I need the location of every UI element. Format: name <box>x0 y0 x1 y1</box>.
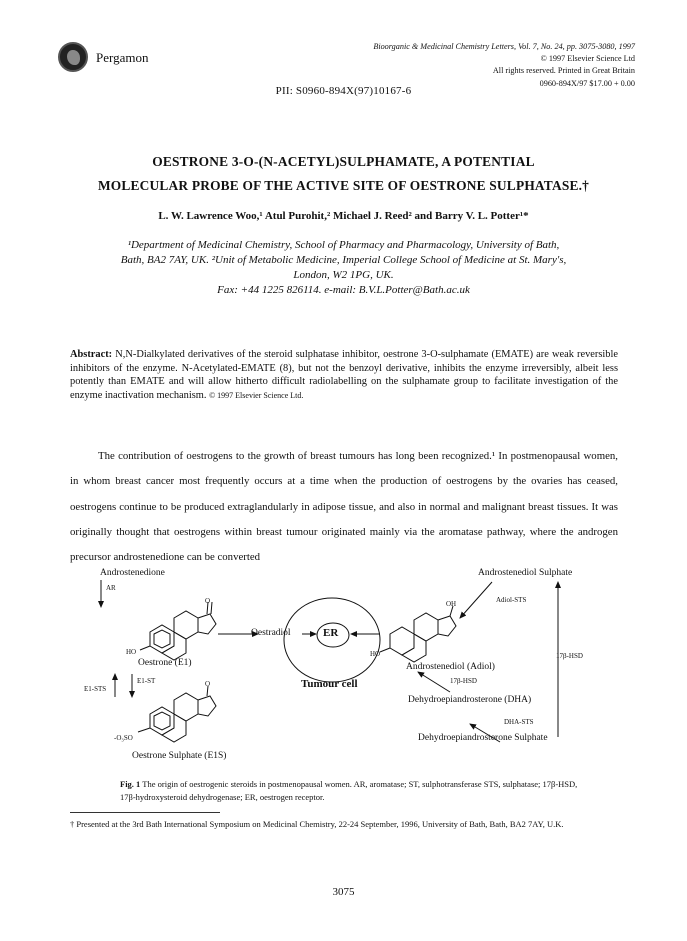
footnote-divider <box>70 812 220 813</box>
copyright-line: © 1997 Elsevier Science Ltd <box>540 54 635 64</box>
oestrone-structure-icon <box>140 602 216 660</box>
adiol-sts-label: Adiol-STS <box>496 596 527 604</box>
oestradiol-label: Oestradiol <box>251 628 291 638</box>
journal-citation: Bioorganic & Medicinal Chemistry Letters, Vol. 7, No. 24, pp. 3075-3080, 1997 <box>373 42 635 51</box>
o3so-label: -O₃SO <box>114 734 133 742</box>
figure-1-scheme <box>70 562 618 772</box>
footnote: † Presented at the 3rd Bath International Symposium on Medicinal Chemistry, 22-24 September, 1996, University of Bath, Bath, BA2 7AY, U.K. <box>70 819 564 829</box>
ho-label-2: HO <box>370 650 381 658</box>
dha-sts-label: DHA-STS <box>504 718 534 726</box>
oxo-label-2: O <box>205 680 211 688</box>
rights-line: All rights reserved. Printed in Great Britain <box>492 66 635 76</box>
page-number: 3075 <box>332 886 355 898</box>
body-paragraph: The contribution of oestrogens to the growth of breast tumours has long been recognized.¹ In postmenopausal women, in whom breast cancer most frequently occurs at a time when the production of oestrogens by the ovaries has ceased, oestrogens continue to be produced extraglandularly in adipose tissue, and also in normal and malignant breast tissues. It was originally thought that oestrogens within breast tumour originated mainly via the aromatase pathway, where the androgen precursor androstenedione can be converted <box>70 450 618 564</box>
contact-line: Fax: +44 1225 826114. e-mail: B.V.L.Potter@Bath.ac.uk <box>217 284 470 296</box>
author-list: L. W. Lawrence Woo,¹ Atul Purohit,² Michael J. Reed² and Barry V. L. Potter¹* <box>158 210 529 222</box>
adiol-label: Androstenediol (Adiol) <box>406 662 495 672</box>
tumour-cell-outline <box>284 598 380 682</box>
affiliation-line-2: Bath, BA2 7AY, UK. ²Unit of Metabolic Medicine, Imperial College School of Medicine at St. Mary's, <box>120 254 567 266</box>
androstenedione-label: Androstenedione <box>100 568 165 578</box>
oestrone-label: Oestrone (E1) <box>138 658 192 668</box>
er-label: ER <box>323 627 339 639</box>
dha-label: Dehydroepiandrosterone (DHA) <box>408 695 532 705</box>
body-text <box>70 444 618 570</box>
affiliation-line-1: ¹Department of Medicinal Chemistry, School of Pharmacy and Pharmacology, University of Bath, <box>127 239 560 251</box>
caption-text: The origin of oestrogenic steroids in postmenopausal women. AR, aromatase; ST, sulphotransferase STS, sulphatase; 17β-HSD, 17β-hydroxysteroid dehydrogenase; ER, oestrogen receptor. <box>120 779 578 802</box>
abstract-label: Abstract: <box>70 349 113 360</box>
dha-sulphate-label: Dehydroepiandrosterone Sulphate <box>418 733 548 743</box>
hsd-right-label: 17β-HSD <box>556 652 583 660</box>
caption-label: Fig. 1 <box>120 779 141 789</box>
oh-label: OH <box>446 600 457 608</box>
figure-caption <box>120 778 580 803</box>
hsd-left-label: 17β-HSD <box>450 677 477 685</box>
affiliations <box>0 238 687 298</box>
pergamon-logo-icon <box>58 42 88 72</box>
abstract-copyright: © 1997 Elsevier Science Ltd. <box>209 390 304 400</box>
ar-label: AR <box>106 584 116 592</box>
oxo-label-1: O <box>205 597 211 605</box>
issn-line: 0960-894X/97 $17.00 + 0.00 <box>539 78 635 88</box>
tumour-cell-label: Tumour cell <box>301 678 358 690</box>
adiol-sulphate-label: Androstenediol Sulphate <box>478 568 573 578</box>
abstract <box>70 348 618 402</box>
title-line-2: MOLECULAR PROBE OF THE ACTIVE SITE OF OESTRONE SULPHATASE.† <box>97 178 590 193</box>
oestrone-sulphate-label: Oestrone Sulphate (E1S) <box>132 751 227 761</box>
publisher-name: Pergamon <box>96 50 149 65</box>
affiliation-line-3: London, W2 1PG, UK. <box>293 269 394 281</box>
hsd-arrow <box>418 672 450 692</box>
adiol-sts-arrow <box>460 582 492 618</box>
article-title <box>0 150 687 198</box>
e1-sts-label: E1-STS <box>84 685 107 693</box>
ho-label-1: HO <box>126 648 137 656</box>
journal-info <box>373 41 635 90</box>
e1-st-label: E1-ST <box>137 677 156 685</box>
androstenediol-structure-icon <box>380 606 456 662</box>
oestrone-sulphate-structure-icon <box>138 686 216 742</box>
pii-line: PII: S0960-894X(97)10167-6 <box>275 85 412 97</box>
title-line-1: OESTRONE 3-O-(N-ACETYL)SULPHAMATE, A POTENTIAL <box>152 154 535 169</box>
abstract-text: N,N-Dialkylated derivatives of the steroid sulphatase inhibitor, oestrone 3-O-sulphamate (EMATE) are weak reversible inhibitors of the enzyme. N-Acetylated-EMATE (8), but not the benzoyl derivative, inhibits the enzyme irreversibly, albeit less potently than EMATE and will allow hitherto difficult radiolabelling on the sulphamate group to facilitate investigation of the enzyme inactivation mechanism. <box>70 349 618 401</box>
